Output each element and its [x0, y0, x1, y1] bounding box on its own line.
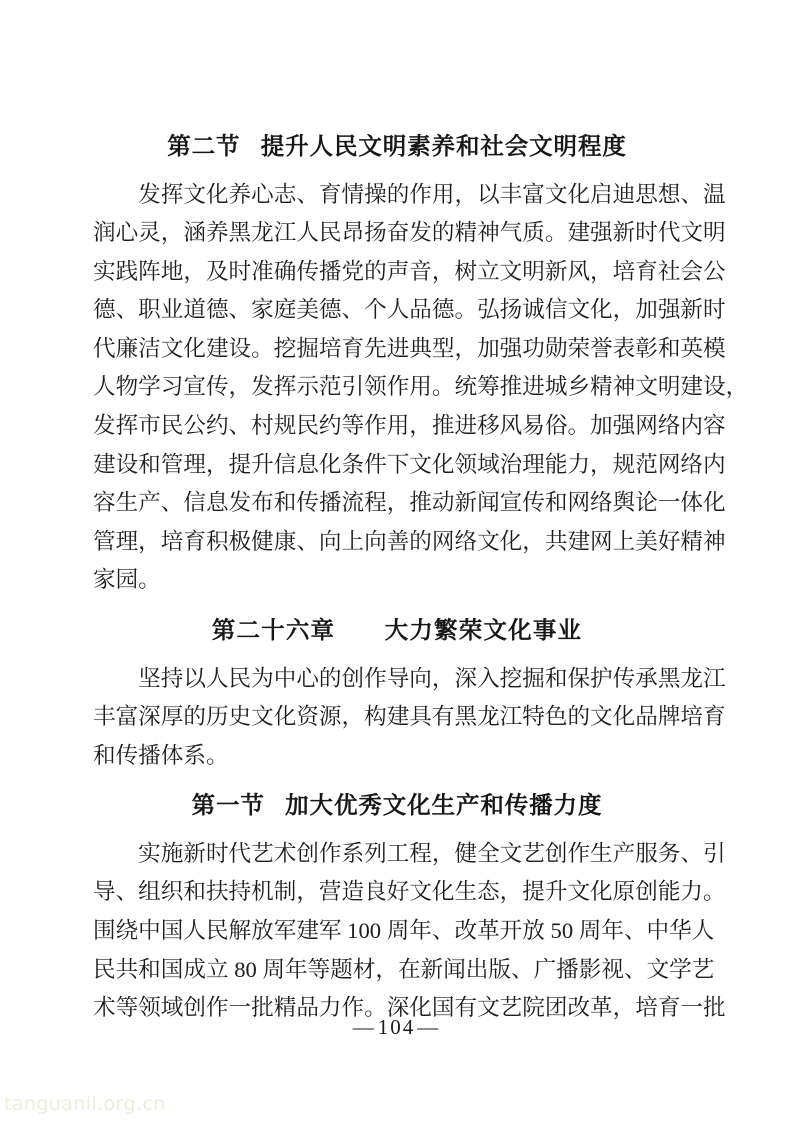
paragraph-line: 容生产、信息发布和传播流程，推动新闻宣传和网络舆论一体化: [93, 490, 726, 516]
paragraph-line: 建设和管理，提升信息化条件下文化领域治理能力，规范网络内: [93, 451, 726, 477]
paragraph-line: 和传播体系。: [93, 742, 229, 768]
paragraph-line: 坚持以人民为中心的创作导向，深入挖掘和保护传承黑龙江: [93, 665, 726, 691]
paragraph-art-creation: [93, 835, 726, 1028]
paragraph-civility: [93, 176, 749, 601]
paragraph-line: 代廉洁文化建设。挖掘培育先进典型，加强功勋荣誉表彰和英模: [93, 335, 726, 361]
paragraph-line: 润心灵，涵养黑龙江人民昂扬奋发的精神气质。建强新时代文明: [93, 220, 726, 246]
section-heading-second-section: 第二节 提升人民文明素养和社会文明程度: [167, 134, 627, 160]
chapter-heading-twenty-six: 第二十六章 大力繁荣文化事业: [211, 618, 583, 645]
section-heading-first-section: 第一节 加大优秀文化生产和传播力度: [191, 793, 603, 820]
paragraph-line: 德、职业道德、家庭美德、个人品德。弘扬诚信文化，加强新时: [93, 297, 726, 323]
spacer: [93, 651, 701, 660]
site-watermark: tanguanli.org.cn: [4, 1093, 166, 1115]
paragraph-line: 发挥文化养心志、育情操的作用，以丰富文化启迪思想、温: [93, 181, 726, 207]
paragraph-line: 导、组织和扶持机制，营造良好文化生态，提升文化原创能力。: [93, 879, 726, 905]
spacer: [93, 600, 701, 612]
page-content: [93, 128, 749, 1028]
paragraph-line: 围绕中国人民解放军建军 100 周年、改革开放 50 周年、中华人: [93, 918, 715, 943]
paragraph-line: 民共和国成立 80 周年等题材，在新闻出版、广播影视、文学艺: [93, 956, 715, 982]
paragraph-line: 实践阵地，及时准确传播党的声音，树立文明新风，培育社会公: [93, 258, 726, 284]
spacer: [93, 167, 701, 176]
page-number-dash-right: —: [417, 1015, 441, 1039]
paragraph-line: 术等领域创作一批精品力作。深化国有文艺院团改革，培育一批: [93, 995, 726, 1021]
paragraph-line: 人物学习宣传，发挥示范引领作用。统筹推进城乡精神文明建设，: [93, 374, 749, 400]
page-number: [0, 1015, 793, 1040]
paragraph-line: 实施新时代艺术创作系列工程，健全文艺创作生产服务、引: [93, 840, 726, 866]
paragraph-line: 发挥市民公约、村规民约等作用，推进移风易俗。加强网络内容: [93, 413, 726, 439]
paragraph-line: 家园。: [93, 567, 161, 593]
paragraph-line: 丰富深厚的历史文化资源，构建具有黑龙江特色的文化品牌培育: [93, 704, 726, 730]
page-number-dash-left: —: [352, 1015, 376, 1039]
paragraph-culture-industry: [93, 660, 726, 776]
page-number-value: 104: [377, 1015, 416, 1039]
spacer: [93, 826, 701, 835]
paragraph-line: 管理，培育积极健康、向上向善的网络文化，共建网上美好精神: [93, 528, 726, 554]
spacer: [93, 775, 701, 787]
